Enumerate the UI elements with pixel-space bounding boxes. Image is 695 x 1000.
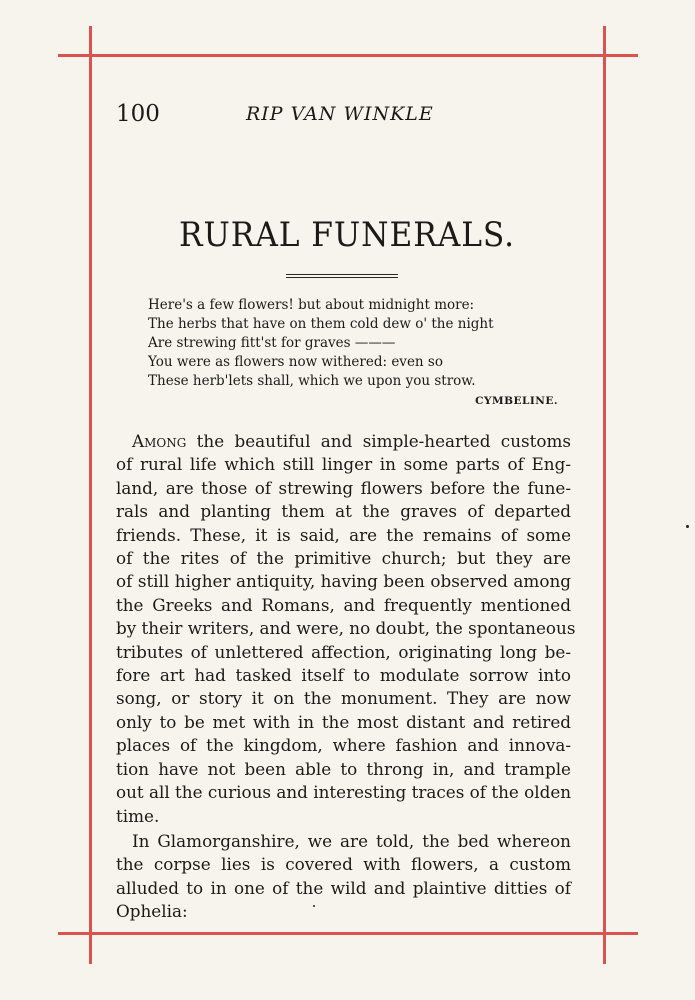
paragraph-line: fore art had tasked itself to modulate sorrow into [116,665,571,686]
frame-rule-bottom [58,932,638,935]
epigraph-line: These herb'lets shall, which we upon you strow. [148,373,476,389]
paragraph [116,430,576,828]
frame-rule-left [89,26,92,964]
paragraph-line: In Glamorganshire, we are told, the bed whereon [132,830,571,851]
frame-rule-top [58,54,638,57]
paragraph-line: of rural life which still linger in some parts of Eng- [116,454,571,475]
paragraph-line: out all the curious and interesting traces of the olden [116,782,572,803]
lead-word: Among [132,431,187,451]
paragraph-line: rals and planting them at the graves of departed [116,501,571,522]
paragraph-line: of still higher antiquity, having been observed among [116,571,571,592]
line-text: the beautiful and simple-hearted customs [186,431,571,451]
ink-speck [313,905,315,907]
paragraph-line [116,430,571,453]
paragraph-line: Ophelia: [116,901,188,922]
epigraph-line: Here's a few flowers! but about midnight more: [148,297,475,313]
paragraph-line: the corpse lies is covered with flowers, a custom [116,854,571,875]
paragraph-line: only to be met with in the most distant and retired [116,711,571,732]
page-number: 100 [116,101,160,127]
epigraph-line: The herbs that have on them cold dew o' the night [148,316,494,332]
title-divider [286,274,398,276]
epigraph [148,296,558,411]
body-text [116,430,576,924]
running-head [116,101,556,131]
epigraph-line: Are strewing fitt'st for graves ——— [148,335,396,351]
paragraph-line: of the rites of the primitive church; but they are [116,548,571,569]
paragraph-line: friends. These, it is said, are the remains of some [116,524,571,545]
paragraph-line: tributes of unlettered affection, originating long be- [116,641,571,662]
paragraph-line: places of the kingdom, where fashion and innova- [116,735,571,756]
paragraph-line: land, are those of strewing flowers before the fune- [116,477,571,498]
epigraph-line: You were as flowers now withered: even so [148,354,443,370]
paragraph-line: alluded to in one of the wild and plaintive ditties of [116,877,571,898]
ink-speck [686,525,689,528]
paragraph-line: by their writers, and were, no doubt, the spontaneous [116,618,576,639]
running-title: RIP VAN WINKLE [246,103,434,125]
chapter-title: RURAL FUNERALS. [178,215,516,255]
paragraph-line: tion have not been able to throng in, and trample [116,758,571,779]
paragraph-line: time. [116,805,160,826]
paragraph-line: song, or story it on the monument. They are now [116,688,571,709]
epigraph-attribution: CYMBELINE. [475,395,558,407]
paragraph-line: the Greeks and Romans, and frequently mentioned [116,594,571,615]
frame-rule-right [603,26,606,964]
paragraph [116,830,571,924]
